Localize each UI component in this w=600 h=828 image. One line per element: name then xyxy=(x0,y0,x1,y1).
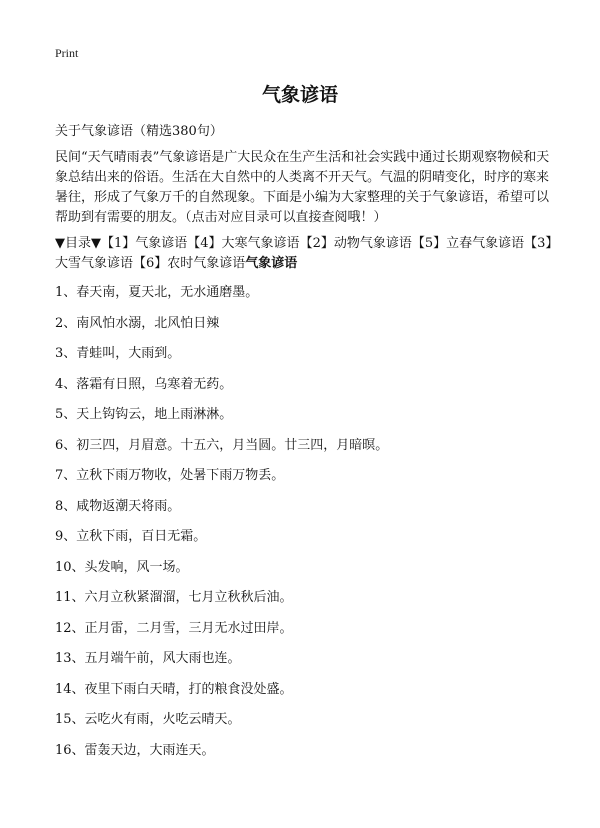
list-item: 16、雷轰天边，大雨连天。 xyxy=(55,742,215,758)
list-item: 11、六月立秋紧溜溜，七月立秋秋后油。 xyxy=(55,590,293,605)
page-title: 气象谚语 xyxy=(261,84,338,106)
list-item: 4、落霜有日照，乌寒着无药。 xyxy=(55,376,233,392)
print-link[interactable]: Print xyxy=(55,46,79,60)
toc-label: ▼目录▼ xyxy=(55,236,101,251)
toc-trailing-bold: 气象谚语 xyxy=(245,256,298,271)
toc-link-1[interactable]: 【1】气象谚语 xyxy=(101,236,188,251)
list-item: 15、云吃火有雨，火吃云晴天。 xyxy=(55,712,241,727)
list-item: 8、咸物返潮天将雨。 xyxy=(55,498,181,514)
list-item: 14、夜里下雨白天晴，打的粮食没处盛。 xyxy=(55,681,293,697)
list-item: 5、天上钩钩云，地上雨淋淋。 xyxy=(55,407,233,422)
list-item: 2、南风怕水溺，北风怕日辣 xyxy=(55,315,220,331)
list-item: 10、头发响，风一场。 xyxy=(55,559,189,575)
list-item: 7、立秋下雨万物收，处暑下雨万物丢。 xyxy=(55,468,285,483)
toc-link-4[interactable]: 【4】大寒气象谚语 xyxy=(187,236,300,251)
list-item: 3、青蛙叫，大雨到。 xyxy=(55,346,181,361)
intro-paragraph: 民间“天气晴雨表”气象谚语是广大民众在生产生活和社会实践中通过长期观察物候和天象总结出来的俗语。生活在大自然中的人类离不开天气。气温的阴晴变化，时序的寒来暑往，形成了气象万千的自然现象。下面是小编为大家整理的关于气象谚语，希望可以帮助到有需要的朋友。（点击对应目录可以直接查阅哦！） xyxy=(55,150,550,225)
list-item: 13、五月端午前，风大雨也连。 xyxy=(55,651,241,666)
subtitle: 关于气象谚语（精选380句） xyxy=(55,124,223,139)
toc-link-5[interactable]: 【5】立春气象谚语 xyxy=(411,236,525,251)
toc-link-3[interactable]: 【3】大雪气象谚语 xyxy=(55,236,559,271)
sayings-list xyxy=(55,283,560,771)
list-item: 1、春天南，夏天北，无水通磨墨。 xyxy=(55,285,259,300)
list-item: 12、正月雷，二月雪，三月无水过田岸。 xyxy=(55,620,293,636)
toc-link-2[interactable]: 【2】动物气象谚语 xyxy=(299,236,412,251)
toc-link-6[interactable]: 【6】农时气象谚语 xyxy=(133,256,246,271)
list-item: 6、初三四，月眉意。十五六，月当圆。廿三四，月暗暝。 xyxy=(55,437,389,453)
list-item: 9、立秋下雨，百日无霜。 xyxy=(55,529,207,544)
table-of-contents xyxy=(55,234,560,274)
